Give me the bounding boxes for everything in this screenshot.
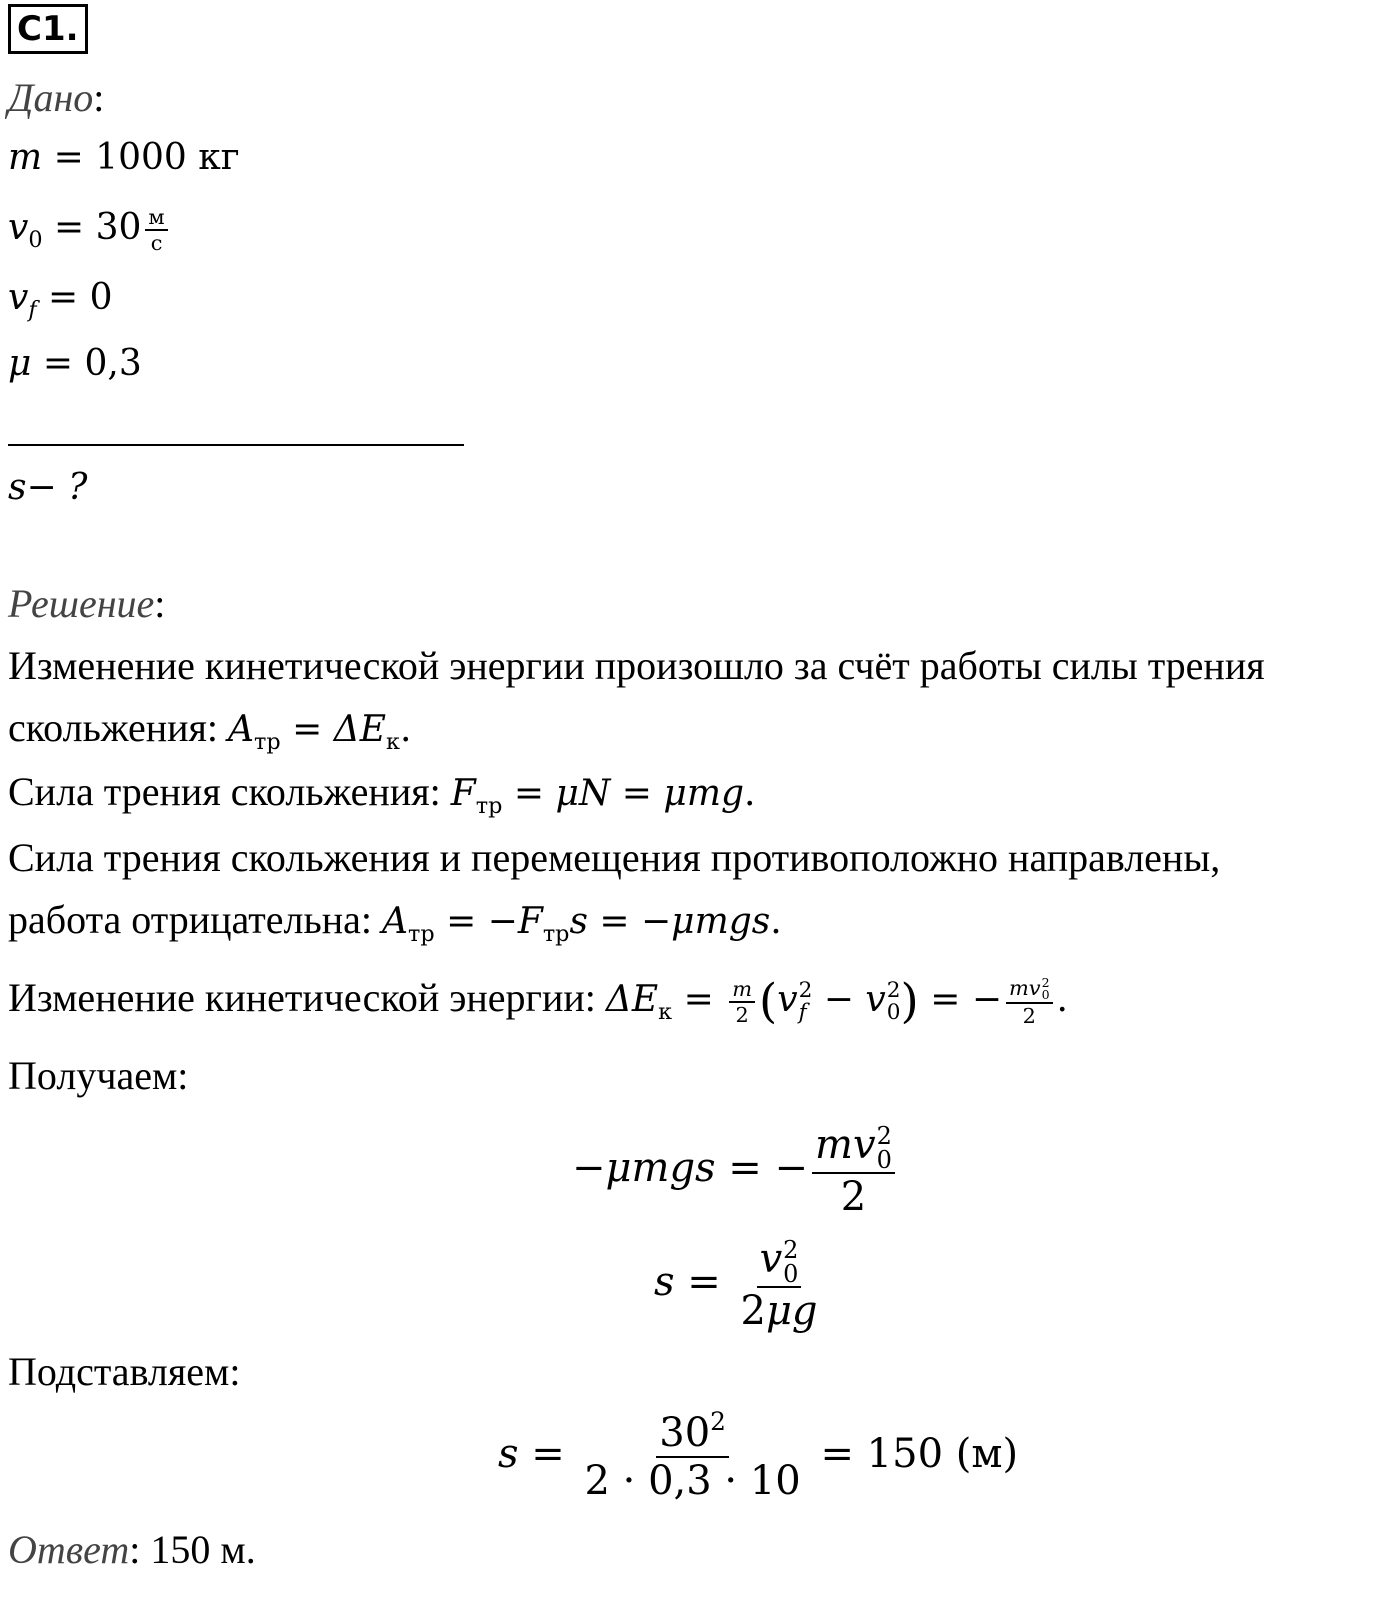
solution-line-1 (8, 642, 1265, 690)
substitute-label (8, 1348, 240, 1396)
given-initial-speed: $v_0 = 30$ $\frac{м}{с}$ (8, 204, 172, 255)
mass-symbol: m (8, 137, 43, 178)
find-text: s− ? (8, 467, 88, 508)
problem-number (8, 4, 88, 54)
given-heading: Дано: (8, 75, 105, 120)
mu-value: 0,3 (84, 343, 142, 384)
given-friction-coefficient: μ = 0,3 (8, 343, 142, 384)
answer-value: 150 м. (150, 1527, 256, 1572)
calc-denominator: 2 · 0,3 · 10 (584, 1458, 801, 1504)
equation-energy-balance: −μmgs = − mv 2 0 2 (572, 1122, 899, 1220)
v0-value: 30 (95, 207, 142, 248)
friction-work-formula: $A_{тр} = -F_{тр}s = -\mu mgs$. (381, 901, 782, 948)
solution-line-3 (8, 768, 755, 818)
kinetic-energy-change-formula: $\Delta E_к$ = $\frac{m}{2}$ (v 2 f − v 2 0 ) = − mv 2 0 2 . (605, 974, 1068, 1029)
given-mass: m = 1000 кг (8, 137, 240, 178)
substitute-label-text: Подставляем: (8, 1349, 241, 1394)
solution-line-6-text: Изменение кинетической энергии: (8, 975, 606, 1020)
vf-value: 0 (89, 277, 113, 318)
answer-line: Ответ: 150 м. (8, 1527, 256, 1572)
work-energy-formula: $A_{тр} = \Delta E_к$. (228, 709, 412, 756)
solution-line-5 (8, 896, 782, 946)
solution-title: Решение (8, 581, 155, 626)
calc-result: = 150 (м) (820, 1431, 1019, 1477)
speed-unit-fraction (145, 205, 167, 255)
answer-label: Ответ (8, 1527, 130, 1572)
given-divider (8, 444, 464, 446)
solution-line-5-text: работа отрицательна: (8, 897, 382, 942)
solution-line-2-text: скольжения: (8, 705, 229, 750)
find-quantity (8, 464, 87, 512)
solution-line-1-text: Изменение кинетической энергии произошло за счёт работы силы трения (8, 643, 1265, 688)
speed-unit-den: с (150, 231, 163, 255)
obtain-label-text: Получаем: (8, 1053, 189, 1098)
problem-number-label: C1. (17, 9, 79, 49)
solution-line-3-text: Сила трения скольжения: (8, 769, 451, 814)
given-title: Дано (8, 75, 94, 120)
calc-numerator-base: 30 (659, 1410, 711, 1456)
solution-line-4-text: Сила трения скольжения и перемещения противоположно направлены, (8, 835, 1221, 880)
friction-force-formula: $F_{тр} = \mu N = \mu mg$. (450, 773, 756, 820)
equation-distance: s = v 2 0 2μg (654, 1236, 818, 1334)
calc-numerator-exp: 2 (710, 1406, 726, 1436)
obtain-label (8, 1052, 188, 1100)
solution-line-4 (8, 834, 1220, 882)
speed-unit-num: м (145, 205, 167, 231)
mass-unit: кг (198, 137, 240, 178)
solution-heading: Решение: (8, 581, 166, 626)
equation-calculation: s = $\frac{30^2}{2 \cdot 0,3 \cdot 10}$ = 150 (м) (498, 1406, 1019, 1504)
mass-value: 1000 (95, 137, 187, 178)
given-final-speed: $v_f = 0$ (8, 277, 113, 324)
solution-line-2 (8, 704, 411, 754)
solution-line-6 (8, 974, 1068, 1028)
